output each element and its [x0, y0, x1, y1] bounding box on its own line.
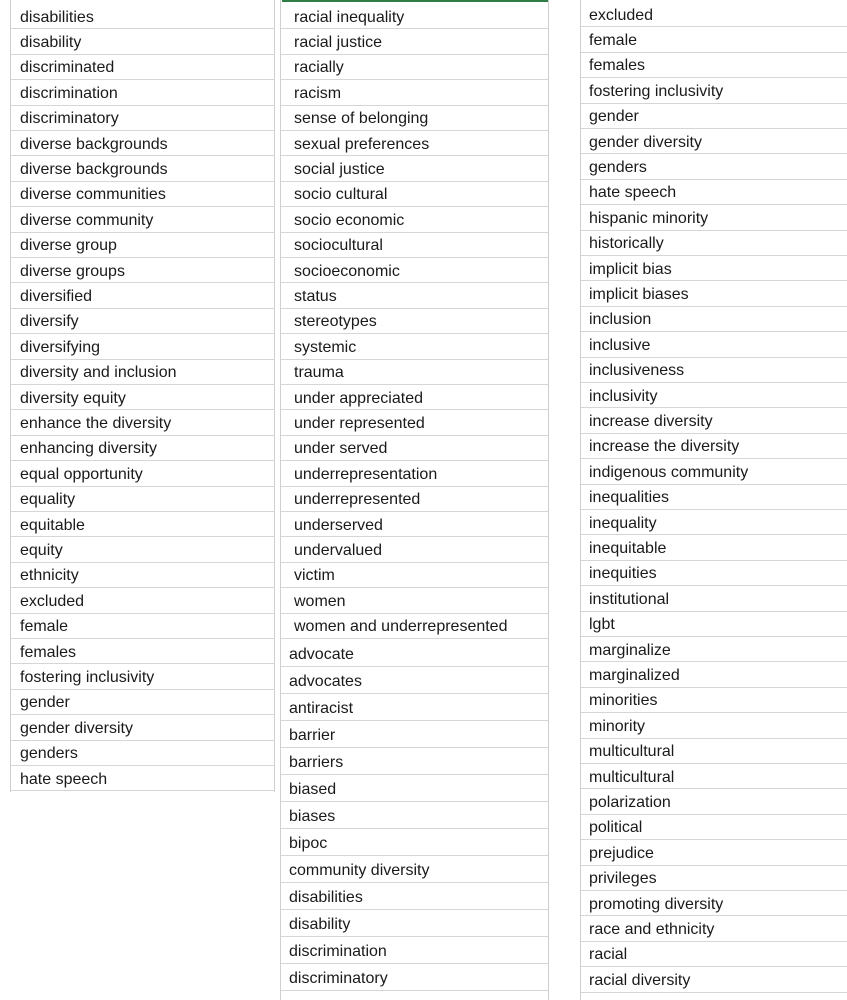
- word-cell[interactable]: underserved: [280, 512, 548, 537]
- word-cell[interactable]: diverse group: [10, 233, 275, 258]
- word-cell[interactable]: gender diversity: [580, 129, 847, 154]
- word-cell[interactable]: ethnicity: [10, 563, 275, 588]
- word-cell[interactable]: disabilities: [10, 4, 275, 29]
- word-cell[interactable]: systemic: [280, 334, 548, 359]
- word-cell[interactable]: diversifying: [10, 334, 275, 359]
- word-cell[interactable]: gender: [10, 690, 275, 715]
- word-cell[interactable]: equitable: [10, 512, 275, 537]
- word-cell[interactable]: multicultural: [580, 764, 847, 789]
- word-cell[interactable]: advocate: [280, 640, 548, 667]
- word-cell[interactable]: inequalities: [580, 485, 847, 510]
- word-cell[interactable]: minority: [580, 713, 847, 738]
- word-cell[interactable]: lgbt: [580, 612, 847, 637]
- word-cell[interactable]: equity: [10, 537, 275, 562]
- word-cell[interactable]: socioeconomic: [280, 258, 548, 283]
- word-cell[interactable]: diverse backgrounds: [10, 131, 275, 156]
- word-cell[interactable]: under served: [280, 436, 548, 461]
- word-cell[interactable]: discriminatory: [280, 964, 548, 991]
- word-cell[interactable]: genders: [10, 741, 275, 766]
- word-cell[interactable]: discriminatory: [10, 106, 275, 131]
- word-cell[interactable]: community diversity: [280, 856, 548, 883]
- word-cell[interactable]: fostering inclusivity: [580, 78, 847, 103]
- word-cell[interactable]: bipoc: [280, 829, 548, 856]
- word-cell[interactable]: disability: [10, 29, 275, 54]
- word-cell[interactable]: equal opportunity: [10, 461, 275, 486]
- word-cell[interactable]: minorities: [580, 688, 847, 713]
- word-cell[interactable]: privileges: [580, 866, 847, 891]
- word-cell[interactable]: gender diversity: [10, 715, 275, 740]
- word-cell[interactable]: multicultural: [580, 739, 847, 764]
- word-cell[interactable]: social justice: [280, 156, 548, 181]
- word-cell[interactable]: biases: [280, 802, 548, 829]
- word-cell[interactable]: political: [580, 815, 847, 840]
- word-cell[interactable]: diverse groups: [10, 258, 275, 283]
- word-cell[interactable]: inclusive: [580, 332, 847, 357]
- word-cell[interactable]: hate speech: [10, 766, 275, 791]
- word-cell[interactable]: implicit bias: [580, 256, 847, 281]
- word-cell[interactable]: racial: [580, 942, 847, 967]
- word-cell[interactable]: historically: [580, 231, 847, 256]
- word-cell[interactable]: female: [580, 27, 847, 52]
- word-cell[interactable]: racial diversity: [580, 967, 847, 992]
- selected-cell-indicator: [282, 0, 548, 2]
- word-cell[interactable]: inequitable: [580, 535, 847, 560]
- word-cell[interactable]: fostering inclusivity: [10, 664, 275, 689]
- word-cell[interactable]: women: [280, 588, 548, 613]
- word-cell[interactable]: diverse backgrounds: [10, 156, 275, 181]
- word-cell[interactable]: under appreciated: [280, 385, 548, 410]
- word-cell[interactable]: disability: [280, 910, 548, 937]
- word-cell[interactable]: inequality: [580, 510, 847, 535]
- word-cell[interactable]: gender: [580, 104, 847, 129]
- word-cell[interactable]: increase diversity: [580, 408, 847, 433]
- word-cell[interactable]: barrier: [280, 721, 548, 748]
- word-cell[interactable]: underrepresentation: [280, 461, 548, 486]
- word-cell[interactable]: socio economic: [280, 207, 548, 232]
- word-cell[interactable]: disabilities: [280, 883, 548, 910]
- word-cell[interactable]: promoting diversity: [580, 891, 847, 916]
- word-cell[interactable]: hate speech: [580, 180, 847, 205]
- word-cell[interactable]: racial inequality: [280, 4, 548, 29]
- word-cell[interactable]: institutional: [580, 586, 847, 611]
- word-cell[interactable]: marginalized: [580, 662, 847, 687]
- word-cell[interactable]: women and underrepresented: [280, 614, 548, 639]
- word-cell[interactable]: sense of belonging: [280, 106, 548, 131]
- word-cell[interactable]: biased: [280, 775, 548, 802]
- word-cell[interactable]: racially: [280, 55, 548, 80]
- word-cell[interactable]: discrimination: [280, 937, 548, 964]
- word-cell[interactable]: undervalued: [280, 537, 548, 562]
- word-cell[interactable]: polarization: [580, 789, 847, 814]
- word-cell[interactable]: stereotypes: [280, 309, 548, 334]
- word-cell[interactable]: inclusivity: [580, 383, 847, 408]
- word-cell[interactable]: excluded: [10, 588, 275, 613]
- word-cell[interactable]: marginalize: [580, 637, 847, 662]
- word-cell[interactable]: inequities: [580, 561, 847, 586]
- word-cell[interactable]: enhancing diversity: [10, 436, 275, 461]
- word-cell[interactable]: prejudice: [580, 840, 847, 865]
- word-cell[interactable]: sexual preferences: [280, 131, 548, 156]
- word-cell[interactable]: antiracist: [280, 694, 548, 721]
- word-cell[interactable]: racism: [280, 80, 548, 105]
- word-cell[interactable]: underrepresented: [280, 487, 548, 512]
- word-cell[interactable]: diversity and inclusion: [10, 360, 275, 385]
- word-cell[interactable]: enhance the diversity: [10, 410, 275, 435]
- word-cell[interactable]: implicit biases: [580, 281, 847, 306]
- column-a-left-border: [10, 0, 11, 792]
- word-cell[interactable]: equality: [10, 487, 275, 512]
- word-cell[interactable]: status: [280, 283, 548, 308]
- column-b-left-border: [280, 0, 281, 1000]
- word-cell[interactable]: increase the diversity: [580, 434, 847, 459]
- word-cell[interactable]: socio cultural: [280, 182, 548, 207]
- column-c-left-border: [580, 0, 581, 1000]
- word-cell[interactable]: excluded: [580, 2, 847, 27]
- word-cell[interactable]: discriminated: [10, 55, 275, 80]
- word-cell[interactable]: discrimination: [10, 80, 275, 105]
- column-b-right-border: [548, 0, 549, 1000]
- word-cell[interactable]: diverse community: [10, 207, 275, 232]
- word-cell[interactable]: females: [10, 639, 275, 664]
- word-cell[interactable]: sociocultural: [280, 233, 548, 258]
- word-cell[interactable]: race and ethnicity: [580, 916, 847, 941]
- word-cell[interactable]: diversify: [10, 309, 275, 334]
- word-cell[interactable]: under represented: [280, 410, 548, 435]
- column-a-right-border: [274, 0, 275, 792]
- word-cell[interactable]: hispanic minority: [580, 205, 847, 230]
- word-cell[interactable]: inclusiveness: [580, 358, 847, 383]
- word-cell[interactable]: racial justice: [280, 29, 548, 54]
- word-cell[interactable]: advocates: [280, 667, 548, 694]
- word-cell[interactable]: inclusion: [580, 307, 847, 332]
- word-cell[interactable]: trauma: [280, 360, 548, 385]
- word-cell[interactable]: indigenous community: [580, 459, 847, 484]
- word-cell[interactable]: diversity equity: [10, 385, 275, 410]
- word-cell[interactable]: victim: [280, 563, 548, 588]
- word-cell[interactable]: females: [580, 53, 847, 78]
- word-cell[interactable]: diversified: [10, 283, 275, 308]
- word-cell[interactable]: diverse communities: [10, 182, 275, 207]
- word-cell[interactable]: female: [10, 614, 275, 639]
- word-cell[interactable]: genders: [580, 154, 847, 179]
- word-cell[interactable]: barriers: [280, 748, 548, 775]
